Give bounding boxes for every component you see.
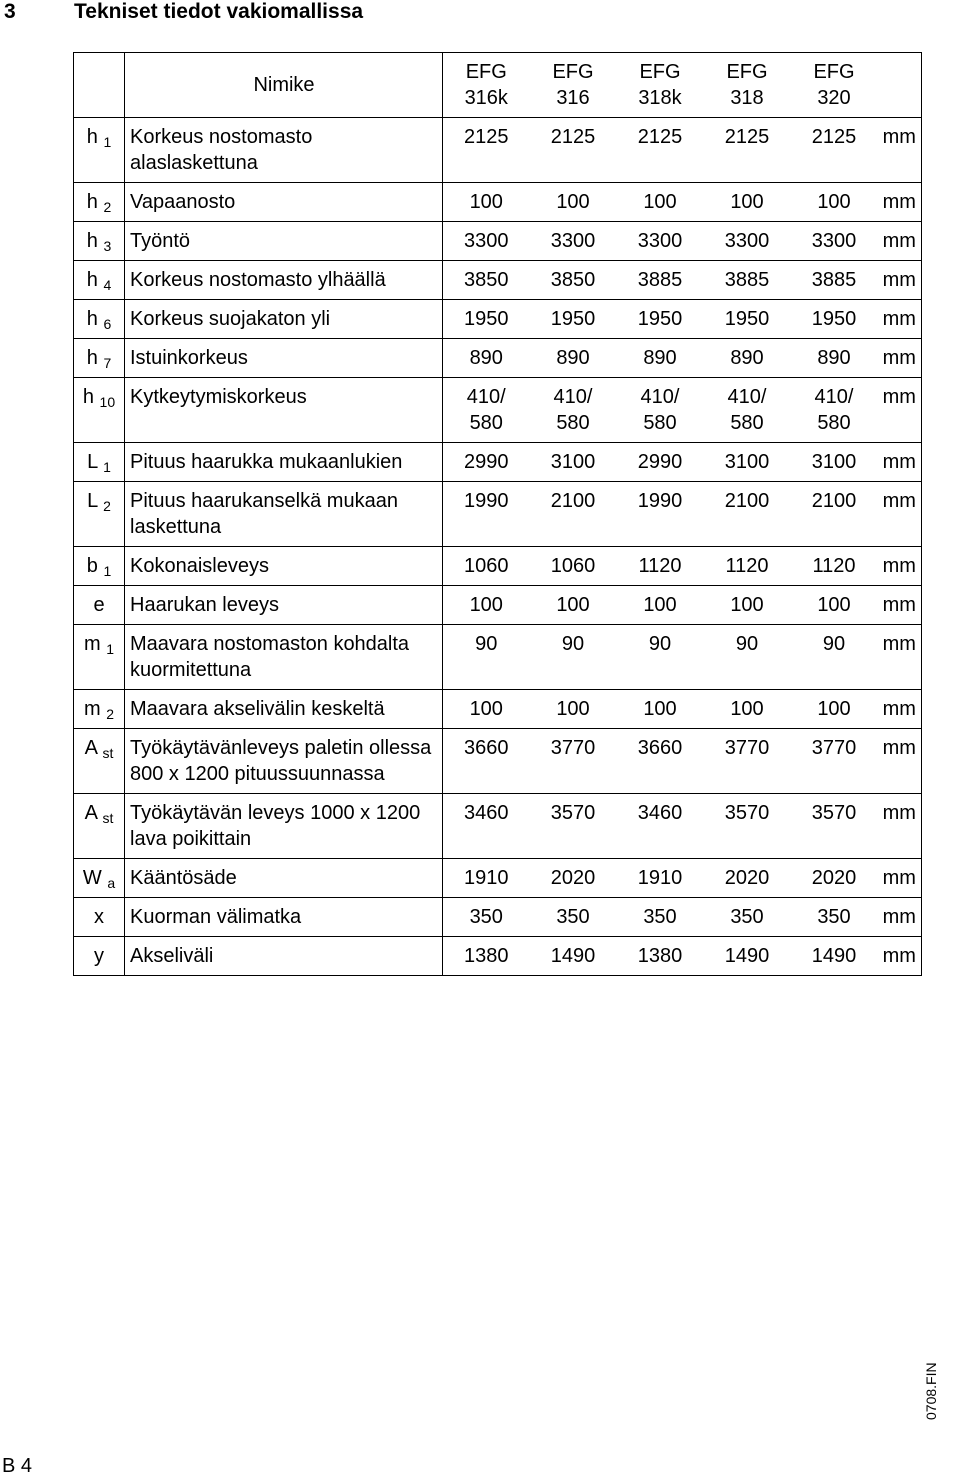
table-header-row — [74, 53, 922, 118]
row-symbol — [74, 898, 125, 937]
unit-cell: mm — [878, 690, 922, 729]
value-cell: 350 — [530, 898, 617, 937]
unit-cell: mm — [878, 339, 922, 378]
symbol-subscript: 6 — [103, 316, 112, 332]
value-cell: 3300 — [704, 222, 791, 261]
value-cell: 1490 — [530, 937, 617, 976]
unit-cell: mm — [878, 729, 922, 794]
model-header — [530, 53, 617, 118]
row-name: Työkäytävänleveys paletin ollessa 800 x 1200 pituussuunnassa — [125, 729, 443, 794]
section-number: 3 — [4, 0, 16, 23]
value-cell: 2100 — [530, 482, 617, 547]
model-header — [617, 53, 704, 118]
symbol-letter: h — [86, 126, 98, 148]
symbol-subscript: 4 — [103, 277, 112, 293]
value-cell: 1910 — [443, 859, 530, 898]
value-cell: 3660 — [443, 729, 530, 794]
value-cell: 2125 — [530, 118, 617, 183]
symbol-subscript: 2 — [103, 199, 112, 215]
value-cell: 2020 — [791, 859, 878, 898]
value-cell: 1120 — [704, 547, 791, 586]
table-row — [74, 937, 922, 976]
value-cell: 410/ 580 — [704, 378, 791, 443]
value-cell: 3100 — [704, 443, 791, 482]
symbol-letter: h — [86, 269, 98, 291]
value-cell: 1380 — [617, 937, 704, 976]
value-cell: 410/ 580 — [617, 378, 704, 443]
value-cell: 1490 — [704, 937, 791, 976]
unit-cell: mm — [878, 859, 922, 898]
value-cell: 100 — [617, 183, 704, 222]
symbol-subscript: 10 — [99, 394, 116, 410]
model-line-2: 316 — [556, 87, 590, 109]
value-cell: 1950 — [617, 300, 704, 339]
symbol-letter: L — [87, 490, 98, 512]
value-cell: 3885 — [791, 261, 878, 300]
value-cell: 890 — [791, 339, 878, 378]
value-cell: 3770 — [791, 729, 878, 794]
value-cell: 350 — [617, 898, 704, 937]
value-cell: 1950 — [704, 300, 791, 339]
symbol-letter: y — [94, 945, 104, 967]
value-cell: 3300 — [791, 222, 878, 261]
header-blank-cell — [74, 53, 125, 118]
table-row — [74, 859, 922, 898]
value-cell: 3770 — [704, 729, 791, 794]
value-cell: 3850 — [530, 261, 617, 300]
value-cell: 1950 — [791, 300, 878, 339]
row-symbol — [74, 859, 125, 898]
value-cell: 1380 — [443, 937, 530, 976]
row-name: Työntö — [125, 222, 443, 261]
symbol-letter: A — [84, 737, 97, 759]
model-header — [443, 53, 530, 118]
unit-cell: mm — [878, 586, 922, 625]
model-line-2: 318 — [730, 87, 764, 109]
model-line-1: EFG — [465, 61, 507, 83]
value-cell: 3770 — [530, 729, 617, 794]
value-cell: 1990 — [443, 482, 530, 547]
value-cell: 350 — [443, 898, 530, 937]
symbol-letter: h — [86, 347, 98, 369]
value-cell: 90 — [443, 625, 530, 690]
unit-cell: mm — [878, 300, 922, 339]
unit-cell: mm — [878, 443, 922, 482]
symbol-letter: h — [86, 308, 98, 330]
value-cell: 3300 — [443, 222, 530, 261]
table-row — [74, 729, 922, 794]
row-name: Korkeus nostomasto ylhäällä — [125, 261, 443, 300]
symbol-letter: W — [82, 867, 102, 889]
table-row — [74, 482, 922, 547]
row-symbol — [74, 300, 125, 339]
model-line-1: EFG — [813, 61, 855, 83]
row-symbol — [74, 261, 125, 300]
value-cell: 3885 — [617, 261, 704, 300]
symbol-subscript: 1 — [103, 134, 112, 150]
value-cell: 2100 — [791, 482, 878, 547]
row-symbol — [74, 794, 125, 859]
value-cell: 890 — [617, 339, 704, 378]
value-cell: 2990 — [617, 443, 704, 482]
value-cell: 410/ 580 — [530, 378, 617, 443]
symbol-letter: h — [82, 386, 94, 408]
value-cell: 100 — [617, 586, 704, 625]
value-cell: 2125 — [791, 118, 878, 183]
value-cell: 1950 — [443, 300, 530, 339]
value-cell: 100 — [530, 690, 617, 729]
value-cell: 3570 — [704, 794, 791, 859]
symbol-letter: m — [83, 698, 101, 720]
value-cell: 1120 — [617, 547, 704, 586]
value-cell: 3660 — [617, 729, 704, 794]
table-row — [74, 443, 922, 482]
value-cell: 2125 — [704, 118, 791, 183]
model-line-1: EFG — [639, 61, 681, 83]
header-unit-blank — [878, 53, 922, 118]
table-row — [74, 339, 922, 378]
spec-table — [73, 52, 922, 976]
value-cell: 100 — [791, 183, 878, 222]
table-row — [74, 625, 922, 690]
value-cell: 3100 — [530, 443, 617, 482]
unit-cell: mm — [878, 898, 922, 937]
symbol-letter: x — [94, 906, 104, 928]
unit-cell: mm — [878, 625, 922, 690]
value-cell: 3885 — [704, 261, 791, 300]
unit-cell: mm — [878, 222, 922, 261]
value-cell: 90 — [791, 625, 878, 690]
model-line-2: 320 — [817, 87, 851, 109]
table-row — [74, 547, 922, 586]
value-cell: 3460 — [443, 794, 530, 859]
unit-cell: mm — [878, 183, 922, 222]
value-cell: 3300 — [617, 222, 704, 261]
value-cell: 2100 — [704, 482, 791, 547]
value-cell: 2990 — [443, 443, 530, 482]
value-cell: 90 — [617, 625, 704, 690]
section-title: Tekniset tiedot vakiomallissa — [74, 0, 364, 23]
value-cell: 3570 — [791, 794, 878, 859]
row-name: Maavara nostomaston kohdalta kuormitettuna — [125, 625, 443, 690]
value-cell: 1060 — [530, 547, 617, 586]
table-row — [74, 794, 922, 859]
row-symbol — [74, 118, 125, 183]
value-cell: 2020 — [704, 859, 791, 898]
value-cell: 100 — [791, 690, 878, 729]
value-cell: 3300 — [530, 222, 617, 261]
row-symbol — [74, 222, 125, 261]
value-cell: 410/ 580 — [791, 378, 878, 443]
value-cell: 2125 — [617, 118, 704, 183]
value-cell: 3570 — [530, 794, 617, 859]
value-cell: 1120 — [791, 547, 878, 586]
symbol-letter: b — [86, 555, 98, 577]
row-symbol — [74, 183, 125, 222]
value-cell: 100 — [704, 690, 791, 729]
value-cell: 1490 — [791, 937, 878, 976]
symbol-subscript: 2 — [106, 706, 115, 722]
value-cell: 100 — [530, 586, 617, 625]
unit-cell: mm — [878, 482, 922, 547]
unit-cell: mm — [878, 378, 922, 443]
value-cell: 90 — [530, 625, 617, 690]
value-cell: 350 — [704, 898, 791, 937]
row-symbol — [74, 690, 125, 729]
row-symbol — [74, 378, 125, 443]
table-row — [74, 586, 922, 625]
model-line-2: 316k — [464, 87, 508, 109]
value-cell: 1910 — [617, 859, 704, 898]
row-symbol — [74, 547, 125, 586]
symbol-subscript: a — [107, 875, 116, 891]
value-cell: 1990 — [617, 482, 704, 547]
model-header — [791, 53, 878, 118]
row-name: Istuinkorkeus — [125, 339, 443, 378]
row-name: Pituus haarukanselkä mukaan laskettuna — [125, 482, 443, 547]
symbol-subscript: 7 — [103, 355, 112, 371]
value-cell: 90 — [704, 625, 791, 690]
value-cell: 890 — [704, 339, 791, 378]
row-symbol — [74, 482, 125, 547]
value-cell: 3850 — [443, 261, 530, 300]
unit-cell: mm — [878, 261, 922, 300]
row-symbol — [74, 729, 125, 794]
value-cell: 1950 — [530, 300, 617, 339]
symbol-subscript: 1 — [106, 641, 115, 657]
row-name: Haarukan leveys — [125, 586, 443, 625]
value-cell: 100 — [791, 586, 878, 625]
row-symbol — [74, 586, 125, 625]
row-name: Pituus haarukka mukaanlukien — [125, 443, 443, 482]
symbol-subscript: 3 — [103, 238, 112, 254]
value-cell: 1060 — [443, 547, 530, 586]
unit-cell: mm — [878, 794, 922, 859]
value-cell: 100 — [704, 586, 791, 625]
row-name: Kytkeytymiskorkeus — [125, 378, 443, 443]
symbol-subscript: 2 — [103, 498, 111, 514]
row-symbol — [74, 339, 125, 378]
value-cell: 350 — [791, 898, 878, 937]
table-row — [74, 300, 922, 339]
header-label: Nimike — [125, 53, 443, 118]
row-name: Korkeus nostomasto alaslaskettuna — [125, 118, 443, 183]
symbol-subscript: st — [102, 810, 114, 826]
row-name: Kääntösäde — [125, 859, 443, 898]
model-line-1: EFG — [552, 61, 594, 83]
symbol-letter: h — [86, 191, 98, 213]
unit-cell: mm — [878, 547, 922, 586]
row-name: Kuorman välimatka — [125, 898, 443, 937]
table-row — [74, 378, 922, 443]
row-name: Kokonaisleveys — [125, 547, 443, 586]
table-row — [74, 183, 922, 222]
row-name: Akseliväli — [125, 937, 443, 976]
value-cell: 100 — [704, 183, 791, 222]
table-row — [74, 222, 922, 261]
table-row — [74, 690, 922, 729]
value-cell: 100 — [443, 690, 530, 729]
value-cell: 890 — [443, 339, 530, 378]
table-row — [74, 898, 922, 937]
row-symbol — [74, 937, 125, 976]
unit-cell: mm — [878, 937, 922, 976]
value-cell: 410/ 580 — [443, 378, 530, 443]
model-line-2: 318k — [638, 87, 682, 109]
symbol-letter: L — [87, 451, 98, 473]
symbol-letter: m — [83, 633, 101, 655]
page-number: B 4 — [2, 1455, 33, 1477]
value-cell: 890 — [530, 339, 617, 378]
symbol-subscript: 1 — [103, 563, 112, 579]
symbol-letter: e — [93, 594, 105, 616]
model-line-1: EFG — [726, 61, 768, 83]
value-cell: 100 — [443, 586, 530, 625]
row-name: Maavara akselivälin keskeltä — [125, 690, 443, 729]
row-name: Vapaanosto — [125, 183, 443, 222]
row-name: Korkeus suojakaton yli — [125, 300, 443, 339]
table-row — [74, 261, 922, 300]
symbol-subscript: 1 — [103, 459, 111, 475]
unit-cell: mm — [878, 118, 922, 183]
value-cell: 2020 — [530, 859, 617, 898]
symbol-letter: h — [86, 230, 98, 252]
value-cell: 100 — [530, 183, 617, 222]
row-symbol — [74, 625, 125, 690]
value-cell: 100 — [443, 183, 530, 222]
model-header — [704, 53, 791, 118]
symbol-subscript: st — [102, 745, 114, 761]
table-row — [74, 118, 922, 183]
row-name: Työkäytävän leveys 1000 x 1200 lava poikittain — [125, 794, 443, 859]
value-cell: 3100 — [791, 443, 878, 482]
value-cell: 3460 — [617, 794, 704, 859]
document-code: 0708.FIN — [923, 1362, 939, 1420]
value-cell: 2125 — [443, 118, 530, 183]
value-cell: 100 — [617, 690, 704, 729]
symbol-letter: A — [84, 802, 97, 824]
row-symbol — [74, 443, 125, 482]
